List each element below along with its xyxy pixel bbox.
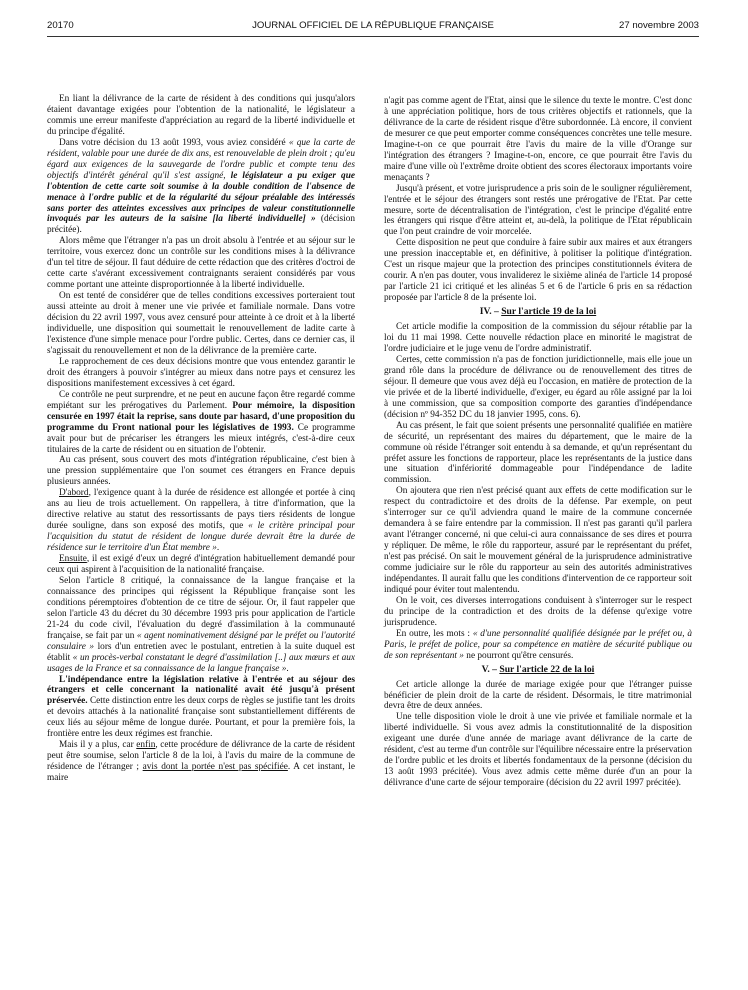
section-heading-iv: IV. – Sur l'article 19 de la loi bbox=[479, 306, 597, 318]
underlined-word: Ensuite bbox=[59, 554, 87, 565]
paragraph: Cet article modifie la composition de la commission du séjour rétablie par la loi du 11 mai 1998. Cette nouvelle rédaction place en minorité le magistrat de l'ordre judiciaire et le juge venu de l'ordre administratif. bbox=[384, 322, 692, 354]
underlined-passage: avis dont la portée n'est pas spécifiée bbox=[142, 762, 288, 773]
page-header bbox=[47, 18, 699, 34]
paragraph: Selon l'article 8 critiqué, la connaissance de la langue française et la connaissance des principes qui régissent la République française sont les conditions péremptoires d'obtention de ce titre de séjour. Or, il faut rappeler que selon l'article 43 du décret du 30 décembre 1993 pris pour application de l'article 21-24 du code civil, l'évaluation du degré d'assimilation à la communauté française, se fait par un « agent nominativement désigné par le préfet ou l'autorité consulaire » lors d'un entretien avec le postulant, entretien à la suite duquel est établit « un procès-verbal constatant le degré d'assimilation [..] aux mœurs et aux usages de la France et sa connaissance de la langue française ». bbox=[47, 575, 356, 674]
paragraph: Certes, cette commission n'a pas de fonction juridictionnelle, mais elle joue un grand rôle dans la procédure de délivrance ou de renouvellement des titres de séjour. Il demeure que vous avez déjà eu l'occasion, en matière de protection de la vie privée et de la liberté individuelle, d'exiger, eu égard au rôle assigné par la loi à une commission, que sa composition comporte des garanties d'indépendance (décision nº 94-352 DC du 18 janvier 1995, cons. 6). bbox=[384, 354, 692, 420]
paragraph: On ajoutera que rien n'est précisé quant aux effets de cette modification sur le respect du contradictoire et des droits de la défense. Par exemple, on peut s'interroger sur ce qu'il adviendra quand le maire de la commune concernée demandera à se faire entendre par la commission. Il n'est pas garanti qu'il parlera avant l'étranger concerné, ni que celui-ci aura connaissance de ses dires et pourra y répliquer. De même, le rôle du rapporteur, assuré par le représentant du préfet, n'est pas précisé. On sait le mouvement général de la jurisprudence administrative comme judiciaire sur le rôle du rapporteur au sein des autorités administratives indépendantes. Il aurait fallu que les conditions d'intervention de ce rapporteur soit indiqué pour éviter tout malentendu. bbox=[384, 486, 692, 595]
paragraph: Le rapprochement de ces deux décisions montre que vous entendez garantir le droit des étrangers à pouvoir s'intégrer au mieux dans notre pays et censurez les dispositions manifestement excessives à cet égard. bbox=[47, 356, 355, 389]
paragraph: n'agit pas comme agent de l'Etat, ainsi que le silence du texte le montre. C'est donc à une appréciation politique, hors de tous critères objectifs et rationnels, que la délivrance de la carte de résident risque d'être subordonnée. Là encore, il convient de mesurer ce que peut emporter comme conséquences concrètes une telle mesure. Imagine-t-on ce que pourrait être l'avis du maire de la ville d'Orange sur l'intégration des étrangers ? Imagine-t-on, encore, ce que pourrait être l'avis du maire d'une ville où l'extrême droite obtient des scores électoraux importants voire menaçants ? bbox=[384, 96, 692, 183]
paragraph: Une telle disposition viole le droit à une vie privée et familiale normale et la liberté individuelle. Si vous avez admis la constitutionnalité de la disposition exigeant une durée d'une année de mariage avant délivrance de la carte de résident, c'est au terme d'un contrôle sur l'équilibre nécessaire entre la préservation de l'ordre public et les droits et libertés fondamentaux de la personne (décision du 13 août 1993 précitée). Vous avez admis cette même durée d'un an pour la délivrance d'une carte de séjour temporaire (décision du 22 avril 1997 précitée). bbox=[384, 712, 692, 789]
paragraph: Mais il y a plus, car enfin, cette procédure de délivrance de la carte de résident peut être soumise, selon l'article 8 de la loi, à l'avis du maire de la commune de résidence de l'étranger ; avis dont la portée n'est pas spécifiée. A cet instant, le maire bbox=[47, 740, 356, 784]
publication-date: 27 novembre 2003 bbox=[618, 20, 699, 31]
paragraph: Cet article allonge la durée de mariage exigée pour que l'étranger puisse bénéficier de plein droit de la carte de résident. Désormais, le titre matrimonial devra être de deux années. bbox=[384, 679, 692, 712]
quote: « que la carte de résident, valable pour une durée de dix ans, est renouvelable de plein droit ; qu'eu égard aux exigences de la sauvegarde de l'ordre public et compte tenu des objectifs d'intérêt général qu'il s'est assigné, bbox=[47, 137, 355, 181]
quote: « agent nominativement désigné par le préfet ou l'autorité consulaire » bbox=[47, 630, 356, 652]
paragraph: Alors même que l'étranger n'a pas un droit absolu à l'entrée et au séjour sur le territoire, vous exercez donc un contrôle sur les conditions mises à la délivrance d'un tel titre de séjour. Il faut déduire de cette rédaction que des critères d'octroi de cette carte s'avérant excessivement contraignants seraient considérés par vous comme portant une atteinte disproportionnée à la liberté individuelle. bbox=[47, 236, 355, 291]
paragraph: Ensuite, il est exigé d'eux un degré d'intégration habituellement demandé pour ceux qui aspirent à l'acquisition de la nationalité française. bbox=[47, 554, 355, 575]
paragraph: En liant la délivrance de la carte de résident à des conditions qui jusqu'alors étaient davantage exigées pour l'obtention de la nationalité, le législateur a commis une erreur manifeste d'appréciation au regard de la liberté individuelle et du principe d'égalité. bbox=[47, 94, 355, 137]
quote: « le critère principal pour l'acquisition du statut de résident de longue durée devrait être la durée de résidence sur le territoire d'un État membre » bbox=[47, 521, 355, 554]
left-column bbox=[47, 94, 355, 784]
underlined-word: enfin bbox=[136, 740, 156, 751]
paragraph: Jusqu'à présent, et votre jurisprudence a pris soin de le souligner régulièrement, l'entrée et le séjour des étrangers sont restés une prérogative de l'Etat. Par cette mesure, sorte de décentralisation de l'intégration, c'est le principe d'égalité entre les étrangers qui risque d'être atteint et, au-delà, la politique de l'Etat républicain que l'on peut craindre de voir morcelée. bbox=[384, 183, 692, 238]
paragraph: Ce contrôle ne peut surprendre, et ne peut en aucune façon être regardé comme empiétant sur les prérogatives du Parlement. Pour mémoire, la disposition censurée en 1997 était la reprise, sans doute par hasard, d'une proposition du programme du Front national pour les législatives de 1993. Ce programme avait pour but de précariser les étrangers les mieux intégrés, c'est-à-dire ceux titulaires de la carte de résident ou en situation de l'obtenir. bbox=[47, 389, 355, 455]
paragraph: On est tenté de considérer que de telles conditions excessives porteraient tout aussi atteinte au droit à mener une vie privée et familiale normale. Dans votre décision du 22 avril 1997, vous avez censuré pour atteinte à ce droit et à la liberté individuelle, une disposition qui soumettait le renouvellement de ladite carte à l'existence d'une simple menace pour l'ordre public. Certes, dans ce dernier cas, il s'agissait du renouvellement et non de la délivrance de la première carte. bbox=[47, 291, 355, 356]
paragraph: Au cas présent, le fait que soient présents une personnalité qualifiée en matière de sécurité, un représentant des maires du département, que le maire de la commune où réside l'étranger soit entendu à sa demande, et qu'un représentant du préfet assure les fonctions de rapporteur, place les représentants de la justice dans une situation d'infériorité dommageable pour l'indépendance de ladite commission. bbox=[384, 420, 692, 486]
paragraph: Cette disposition ne peut que conduire à faire subir aux maires et aux étrangers une pression inacceptable et, en définitive, à politiser la politique d'intégration. C'est un risque majeur que la protection des principes constitutionnels évitera de courir. A n'en pas douter, vous invaliderez le sixième alinéa de l'article 14 proposé par l'article 21 ici critiqué et les alinéas 5 et 6 de l'article 6 pris en sa rédaction proposée par l'article 8 de la présente loi. bbox=[384, 238, 692, 304]
bold-passage: L'indépendance entre la législation relative à l'entrée et au séjour des étrangers et celle concernant la nationalité avait été jusqu'à présent préservée. bbox=[47, 674, 355, 707]
right-column bbox=[384, 96, 692, 789]
underlined-word: D'abord bbox=[59, 488, 89, 499]
paragraph: D'abord, l'exigence quant à la durée de résidence est allongée et portée à cinq ans au lieu de trois actuellement. On rappellera, à titre d'information, que la directive relative au statut des ressortissants de pays tiers résidents de longue durée souligne, dans son exposé des motifs, que « le critère principal pour l'acquisition du statut de résident de longue durée devrait être la durée de résidence sur le territoire d'un État membre ». bbox=[47, 488, 355, 554]
header-rule bbox=[47, 36, 699, 37]
paragraph: En outre, les mots : « d'une personnalité qualifiée désignée par le préfet ou, à Paris, le préfet de police, pour sa compétence en matière de sécurité publique ou de son représentant » ne pourront qu'être censurés. bbox=[384, 628, 692, 661]
paragraph: Au cas présent, sous couvert des mots d'intégration républicaine, c'est bien à une pression supplémentaire que l'on soumet ces étrangers en France depuis plusieurs années. bbox=[47, 455, 355, 488]
quote-emphasis: le législateur a pu exiger que l'obtention de cette carte soit soumise à la double condition de l'absence de menace à l'ordre public et de la régularité du séjour préalable des intéressés sans porter des atteintes excessives aux principes de valeur constitutionnelle invoqués par les auteurs de la saisine [la liberté individuelle] » bbox=[47, 170, 355, 225]
paragraph: On le voit, ces diverses interrogations conduisent à s'interroger sur le respect du principe de la contradiction et des droits de la défense qu'exige votre jurisprudence. bbox=[384, 595, 692, 628]
journal-title: JOURNAL OFFICIEL DE LA RÉPUBLIQUE FRANÇAISE bbox=[252, 20, 494, 31]
quote: « un procès-verbal constatant le degré d'assimilation [..] aux mœurs et aux usages de la France et sa connaissance de la langue française » bbox=[47, 652, 356, 674]
page-number: 20170 bbox=[47, 20, 74, 31]
section-heading-v: V. – Sur l'article 22 de la loi bbox=[481, 663, 595, 675]
paragraph: Dans votre décision du 13 août 1993, vous aviez considéré « que la carte de résident, valable pour une durée de dix ans, est renouvelable de plein droit ; qu'eu égard aux exigences de la sauvegarde de l'ordre public et compte tenu des objectifs d'intérêt général qu'il s'est assigné, le législateur a pu exiger que l'obtention de cette carte soit soumise à la double condition de l'absence de menace à l'ordre public et de la régularité du séjour préalable des intéressés sans porter des atteintes excessives aux principes de valeur constitutionnelle invoqués par les auteurs de la saisine [la liberté individuelle] » (décision précitée). bbox=[47, 137, 355, 236]
bold-passage: Pour mémoire, la disposition censurée en 1997 était la reprise, sans doute par hasard, d'une proposition du programme du Front national pour les législatives de 1993. bbox=[47, 400, 355, 433]
paragraph: L'indépendance entre la législation relative à l'entrée et au séjour des étrangers et celle concernant la nationalité avait été jusqu'à présent préservée. Cette distinction entre les deux corps de règles se justifie tant les droits et devoirs attachés à la nationalité française sont substantiellement différents de ceux liés au séjour même de longue durée. Pourtant, et pour la première fois, la frontière entre les deux régimes est franchie. bbox=[47, 674, 355, 740]
quote: « d'une personnalité qualifiée désignée par le préfet ou, à Paris, le préfet de police, pour sa compétence en matière de sécurité publique ou de son représentant » bbox=[384, 628, 692, 661]
